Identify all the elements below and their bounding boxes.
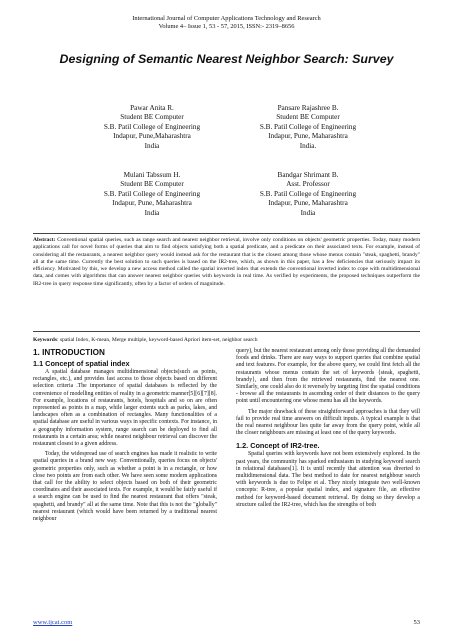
author-place: Indapur, Pune, Maharashtra (112, 199, 192, 208)
body-paragraph: query), but the nearest restaurant among only those providing all the demanded foods and drinks. There are easy ways to support queries that combine spatial and text features. For example, for the above query, we could first fetch all the restaurants whose menus contain the set of keywords {steak, spaghetti, brandy}, and then from the retrieved restaurants, find the nearest one. Similarly, one could also do it reversely by targeting first the spatial conditions - browse all the restaurants in ascending order of their distances to the query point until encountering one whose menu has all the keywords. (236, 348, 420, 405)
author-block-4 (233, 171, 383, 218)
abstract-top-rule (33, 233, 420, 234)
page-number: 53 (413, 619, 420, 626)
keywords-label: Keywords (33, 337, 58, 343)
author-block-3 (77, 171, 227, 218)
abstract-label: Abstract: (33, 237, 56, 243)
author-role: Student BE Computer (120, 180, 184, 189)
author-role: Student BE Computer (276, 113, 340, 122)
body-paragraph: Spatial queries with keywords have not been extensively explored. In the past years, the community has sparked enthusiasm in studying keyword search in relational databases[1]. It is until recently that attention was diverted to multidimensional data. The best method to date for nearest neighbour search with keywords is due to Felipe et al. They nicely integrate two well-known concepts: R-tree, a popular spatial index, and signature file, an effective method for keyword-based document retrieval. By doing so they develop a structure called the IR2-tree, which has the strengths of both (236, 451, 420, 508)
author-place: Indapur, Pune, Maharashtra (268, 132, 348, 141)
author-name: Mulani Tabssum H. (123, 171, 181, 179)
author-college: S.B. Patil College of Engineering (259, 122, 357, 131)
body-paragraph: The major drawback of these straightforward approaches is that they will fail to provide real time answers on difficult inputs. A typical example is that the real nearest neighbour lies quite far away from the query point, while all the closer neighbours are missing at least one of the query keywords. (236, 408, 420, 437)
author-country: India (144, 141, 160, 150)
body-paragraph: Today, the widespread use of search engines has made it realistic to write spatial queries in a brand new way. Conventionally, queries focus on objects' geometric properties only, such as whether a point is in a rectangle, or how close two points are from each other. We have seen some modern applications that call for the ability to select objects based on both of their geometric coordinates and their associated texts. For example, it would be fairly useful if a search engine can be used to find the nearest restaurant that offers "steak, spaghetti, and brandy" all at the same time. Note that this is not the "globally" nearest restaurant (which would have been returned by a traditional nearest neighbour (33, 451, 217, 523)
author-role: Asst. Professor (286, 180, 330, 189)
author-country: India (300, 208, 316, 217)
right-column (236, 348, 420, 509)
author-place: Indapur, Pune,Maharashtra (113, 132, 191, 141)
keywords-text: : spatial Index, K-mean, Merge multiple, keyword-based Apriori item-set, neighbor search (57, 337, 258, 343)
author-college: S.B. Patil College of Engineering (103, 122, 201, 131)
abstract (33, 237, 420, 288)
subsection-heading: 1.1 Concept of spatial index (33, 359, 130, 368)
author-block-2 (233, 104, 383, 151)
author-college: S.B. Patil College of Engineering (103, 189, 201, 198)
author-name: Bandgar Shrimant B. (277, 171, 339, 179)
subsection-heading: 1.2. Concept of IR2-tree. (236, 441, 320, 451)
abstract-bottom-rule (33, 331, 420, 332)
journal-header (0, 15, 453, 31)
author-role: Student BE Computer (120, 113, 184, 122)
keywords (33, 337, 420, 344)
author-name: Pansare Rajashree B. (277, 104, 339, 112)
author-name: Pawar Anita R. (130, 104, 174, 112)
journal-website-link[interactable]: www.ijcat.com (33, 619, 73, 626)
author-country: India. (299, 141, 317, 150)
abstract-text: Conventional spatial queries, such as range search and nearest neighbor retrieval, involve only conditions on objects' geometric properties. Today, many modern applications call for novel forms of queries that aim to find objects satisfying both a spatial predicate, and a predicate on their associated texts. For example, instead of considering all the restaurants, a nearest neighbor query would instead ask for the restaurant that is the closest among those whose menus contain "steak, spaghetti, brandy" all at the same time. Currently the best solution to such queries is based on the IR2-tree, which, as shown in this paper, has a few deficiencies that seriously impact its efficiency. Motivated by this, we develop a new access method called the spatial inverted index that extends the conventional inverted index to cope with multidimensional data, and comes with algorithms that can answer nearest neighbor queries with keywords in real time. As verified by experiments, the proposed techniques outperform the IR2-tree in query response time significantly, often by a factor of orders of magnitude. (33, 237, 420, 287)
author-place: Indapur, Pune, Maharashtra (268, 199, 348, 208)
author-college: S.B. Patil College of Engineering (259, 189, 357, 198)
left-column (33, 348, 217, 523)
author-country: India (144, 208, 160, 217)
body-paragraph: A spatial database manages multidimensional objects(such as points, rectangles, etc.), and provides fast access to those objects based on different selection criteria .The importance of spatial databases is reflected by the convenience of modelling entities of reality in a geometric manner[5][6][7][8]. For example, locations of restaurants, hotels, hospitals and so on are often represented as points in a map, while larger extents such as parks, lakes, and landscapes often as a combination of rectangles. Many functionalities of a spatial database are useful in various ways in specific contexts. For instance, in a geography information system, range search can be deployed to find all restaurants in a certain area; while nearest neighbour retrieval can discover the restaurant closest to a given address. (33, 369, 217, 448)
section-heading: 1. INTRODUCTION (33, 348, 105, 357)
journal-name: International Journal of Computer Applications Technology and Research (132, 15, 321, 22)
author-block-1 (77, 104, 227, 151)
journal-issue: Volume 4– Issue 1, 53 - 57, 2015, ISSN:- 2319–8656 (158, 23, 295, 31)
paper-title: Designing of Semantic Nearest Neighbor Search: Survey (59, 52, 394, 66)
